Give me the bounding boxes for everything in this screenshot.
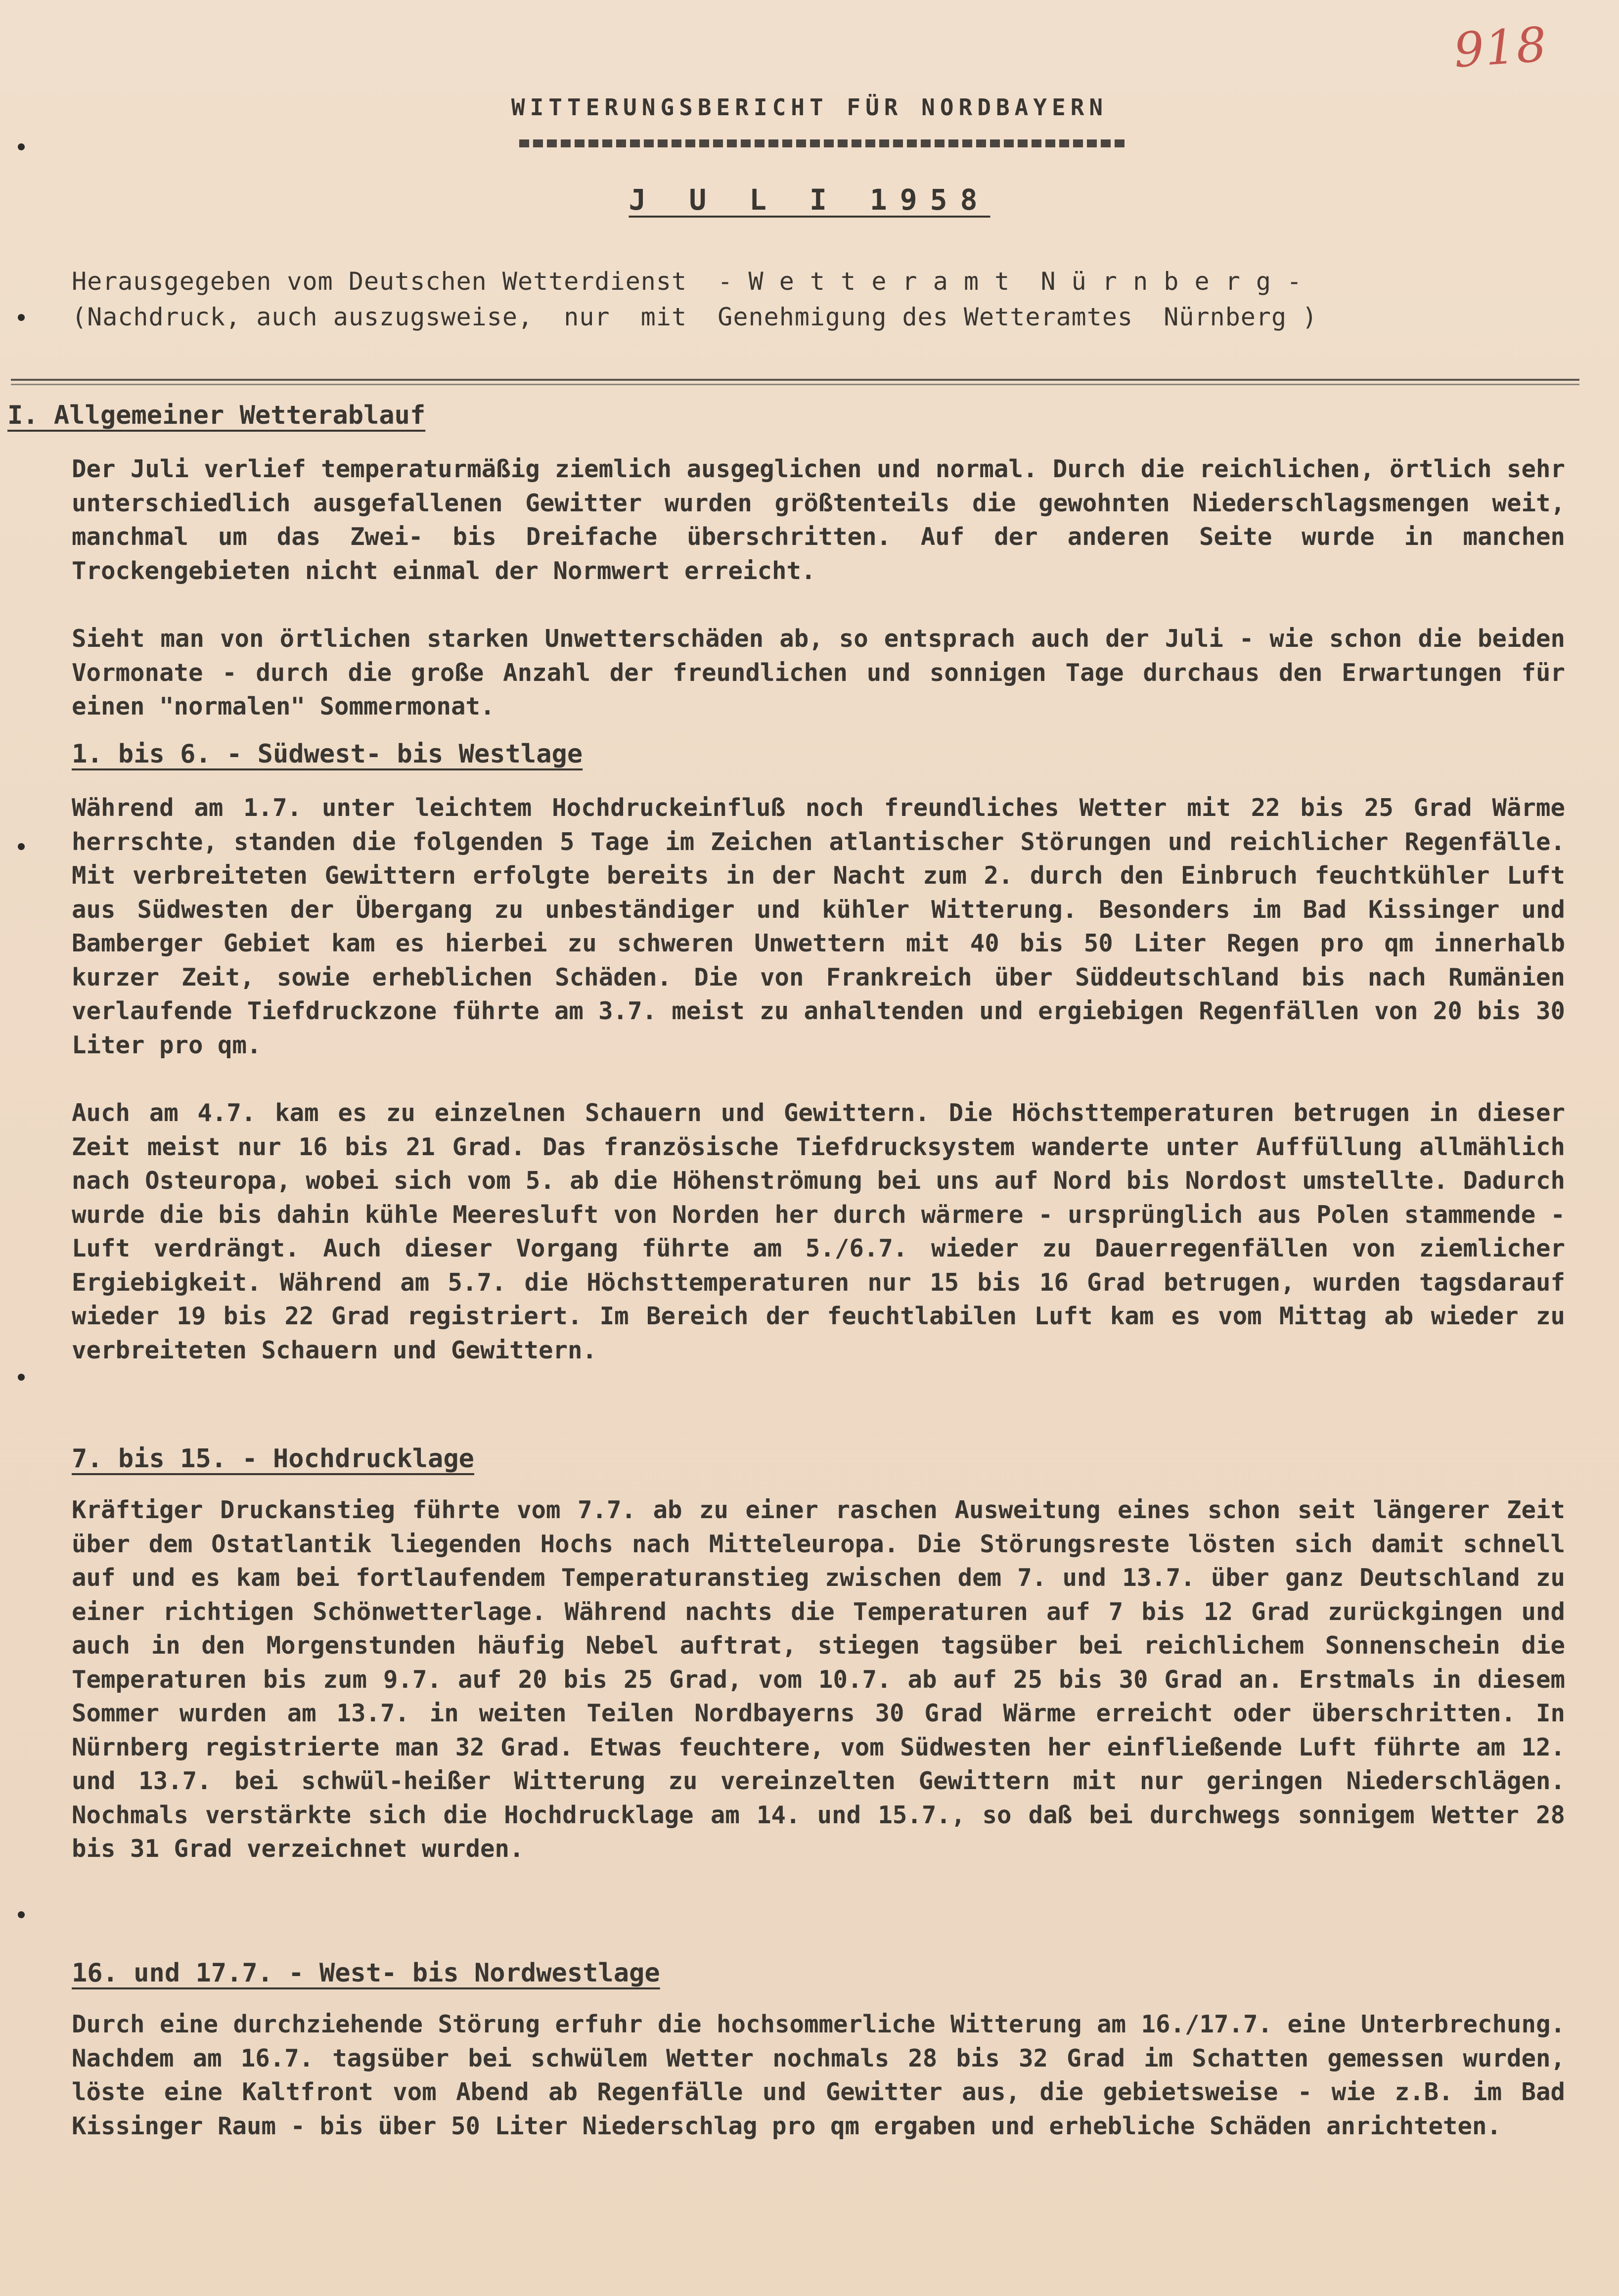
punch-hole-mark: [18, 314, 25, 321]
punch-hole-mark: [18, 843, 25, 850]
report-month: J U L I 1958: [629, 183, 990, 217]
period-paragraph: Auch am 4.7. kam es zu einzelnen Schauern und Gewittern. Die Höchsttemperaturen betrugen in dieser Zeit meist nur 16 bis 21 Grad. Das französische Tiefdrucksystem wanderte unter Auffüllung allmählich nach Osteuropa, wobei sich vom 5. ab die Höhenströmung bei uns auf Nord bis Nordost umstellte. Dadurch wurde die bis dahin kühle Meeresluft von Norden her durch wärmere - ursprünglich aus Polen stammende - Luft verdrängt. Auch dieser Vorgang führte am 5./6.7. wieder zu Dauerregenfällen von ziemlicher Ergiebigkeit. Während am 5.7. die Höchsttemperaturen nur 15 bis 16 Grad betrugen, wurden tagsdarauf wieder 19 bis 22 Grad registriert. Im Bereich der feuchtlabilen Luft kam es vom Mittag ab wieder zu verbreiteten Schauern und Gewittern.: [72, 1099, 1565, 1364]
header-divider: [11, 384, 1579, 385]
period-heading: 1. bis 6. - Südwest- bis Westlage: [72, 739, 583, 769]
handwritten-page-number: 918: [1452, 16, 1549, 79]
period-paragraph: Durch eine durchziehende Störung erfuhr die hochsommerliche Witterung am 16./17.7. eine Unterbrechung. Nachdem am 16.7. tagsüber bei schwülem Wetter nochmals 28 bis 32 Grad im Schatten gemessen wurden, löste eine Kaltfront vom Abend ab Regenfälle und Gewitter aus, die gebietsweise - wie z.B. im Bad Kissinger Raum - bis über 50 Liter Niederschlag pro qm ergaben und erhebliche Schäden anrichteten.: [72, 2010, 1565, 2140]
punch-hole-mark: [18, 1911, 25, 1918]
punch-hole-mark: [18, 1374, 25, 1381]
document-title: WITTERUNGSBERICHT FÜR NORDBAYERN: [511, 94, 1108, 121]
period-heading: 7. bis 15. - Hochdrucklage: [72, 1444, 474, 1474]
publisher-line: Herausgegeben vom Deutschen Wetterdienst - W e t t e r a m t N ü r n b e r g -: [72, 267, 1303, 296]
title-underline: [519, 139, 1127, 147]
reprint-notice: (Nachdruck, auch auszugsweise, nur mit Genehmigung des Wetteramtes Nürnberg ): [72, 303, 1318, 331]
section-heading: I. Allgemeiner Wetterablauf: [7, 401, 426, 430]
header-divider: [11, 379, 1579, 381]
period-heading: 16. und 17.7. - West- bis Nordwestlage: [72, 1958, 660, 1988]
intro-paragraph: Der Juli verlief temperaturmäßig ziemlich ausgeglichen und normal. Durch die reichlichen, örtlich sehr unterschiedlich ausgefallenen Gewitter wurden größtenteils die gewohnten Niederschlagsmengen weit, manchmal um das Zwei- bis Dreifache überschritten. Auf der anderen Seite wurde in manchen Trockengebieten nicht einmal der Normwert erreicht.: [72, 455, 1565, 585]
period-paragraph: Kräftiger Druckanstieg führte vom 7.7. ab zu einer raschen Ausweitung eines schon seit längerer Zeit über dem Ostatlantik liegenden Hochs nach Mitteleuropa. Die Störungsreste lösten sich damit schnell auf und es kam bei fortlaufendem Temperaturanstieg zwischen dem 7. und 13.7. über ganz Deutschland zu einer richtigen Schönwetterlage. Während nachts die Temperaturen auf 7 bis 12 Grad zurückgingen und auch in den Morgenstunden häufig Nebel auftrat, stiegen tagsüber bei reichlichem Sonnenschein die Temperaturen bis zum 9.7. auf 20 bis 25 Grad, vom 10.7. ab auf 25 bis 30 Grad an. Erstmals in diesem Sommer wurden am 13.7. in weiten Teilen Nordbayerns 30 Grad Wärme erreicht oder überschritten. In Nürnberg registrierte man 32 Grad. Etwas feuchtere, vom Südwesten her einfließende Luft führte am 12. und 13.7. bei schwül-heißer Witterung zu vereinzelten Gewittern mit nur geringen Niederschlägen. Nochmals verstärkte sich die Hochdrucklage am 14. und 15.7., so daß bei durchwegs sonnigem Wetter 28 bis 31 Grad verzeichnet wurden.: [72, 1496, 1565, 1863]
period-paragraph: Während am 1.7. unter leichtem Hochdruckeinfluß noch freundliches Wetter mit 22 bis 25 Grad Wärme herrschte, standen die folgenden 5 Tage im Zeichen atlantischer Störungen und reichlicher Regenfälle. Mit verbreiteten Gewittern erfolgte bereits in der Nacht zum 2. durch den Einbruch feuchtkühler Luft aus Südwesten der Übergang zu unbeständiger und kühler Witterung. Besonders im Bad Kissinger und Bamberger Gebiet kam es hierbei zu schweren Unwettern mit 40 bis 50 Liter Regen pro qm innerhalb kurzer Zeit, sowie erheblichen Schäden. Die von Frankreich über Süddeutschland bis nach Rumänien verlaufende Tiefdruckzone führte am 3.7. meist zu anhaltenden und ergiebigen Regenfällen von 20 bis 30 Liter pro qm.: [72, 794, 1565, 1059]
punch-hole-mark: [18, 143, 25, 150]
intro-paragraph: Sieht man von örtlichen starken Unwetterschäden ab, so entsprach auch der Juli - wie schon die beiden Vormonate - durch die große Anzahl der freundlichen und sonnigen Tage durchaus den Erwartungen für einen "normalen" Sommermonat.: [72, 625, 1565, 720]
